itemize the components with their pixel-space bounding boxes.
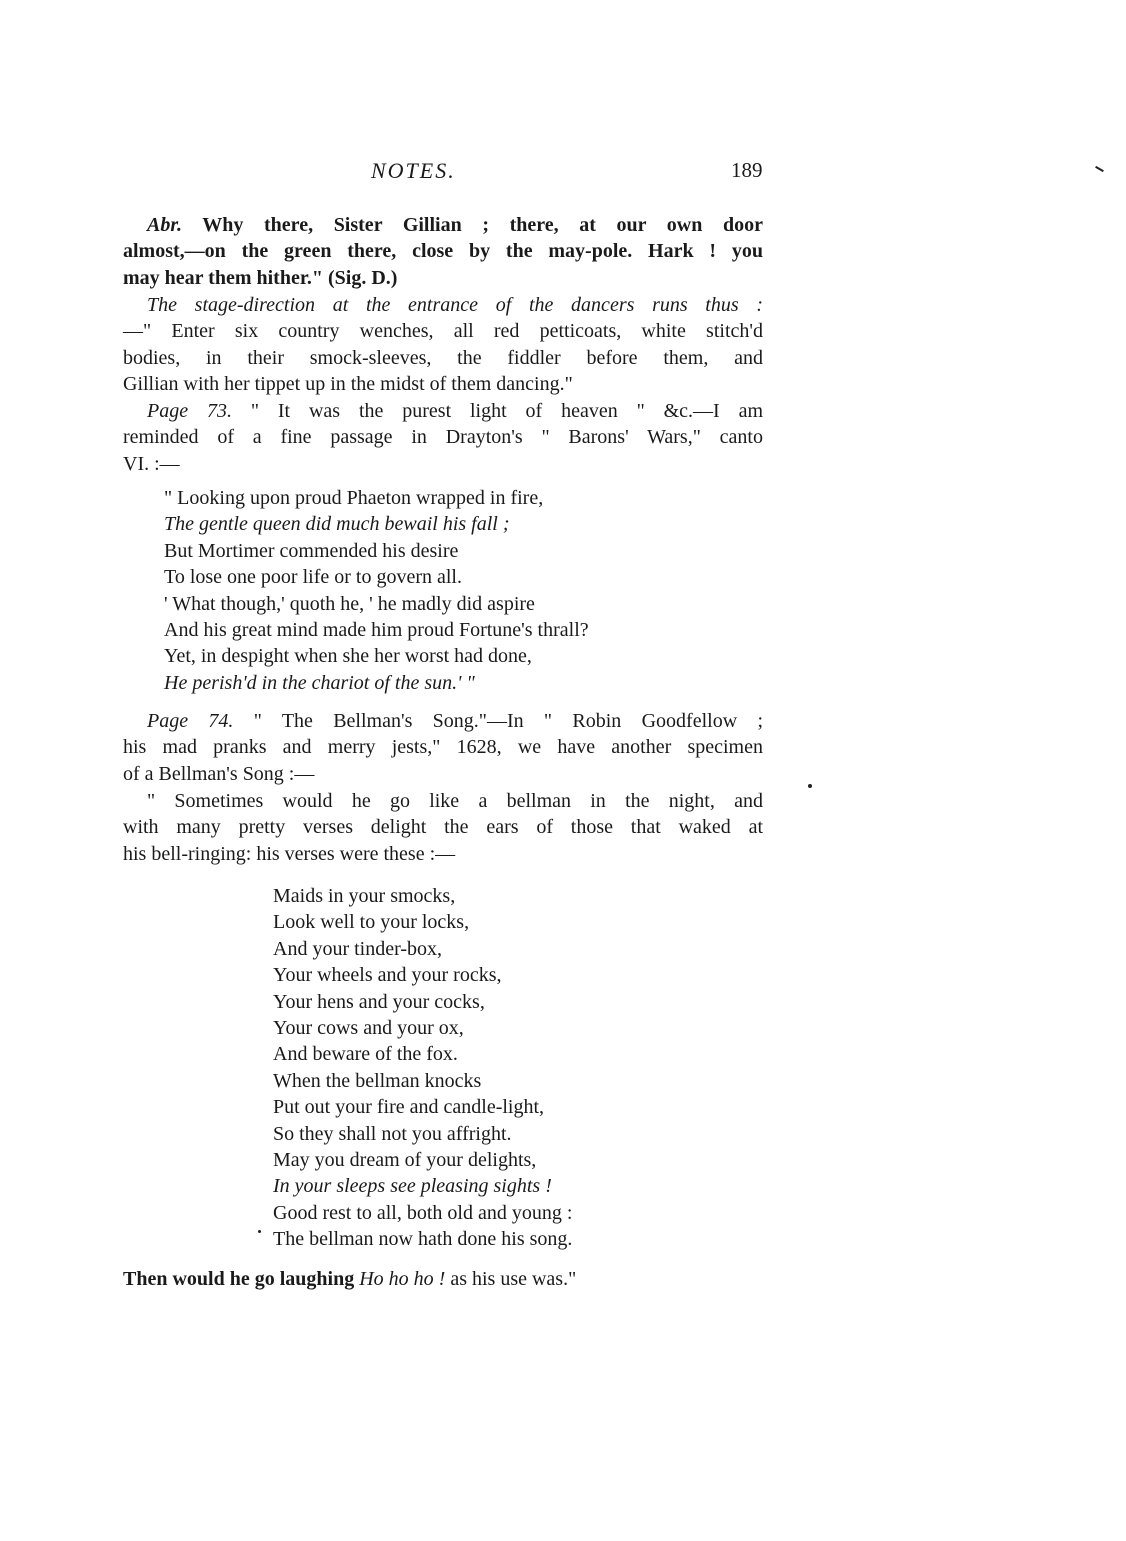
closing-line bbox=[123, 1268, 576, 1291]
verse-line: " Looking upon proud Phaeton wrapped in fire, bbox=[164, 487, 544, 509]
para1-line2: almost,—on the green there, close by the may-pole. Hark ! you bbox=[123, 240, 763, 263]
para2-line4: Gillian with her tippet up in the midst of them dancing." bbox=[123, 373, 573, 396]
para2-line1: The stage-direction at the entrance of the dancers runs thus : bbox=[147, 294, 763, 316]
song-line: And beware of the fox. bbox=[273, 1043, 458, 1066]
paragraph-sometimes bbox=[123, 788, 763, 867]
song-line: Maids in your smocks, bbox=[273, 885, 456, 907]
paragraph-page-73 bbox=[123, 398, 763, 477]
para2-line3: bodies, in their smock-sleeves, the fiddler before them, and bbox=[123, 346, 763, 369]
verse-line: He perish'd in the chariot of the sun.' " bbox=[164, 671, 475, 694]
verse-line: Yet, in despight when she her worst had done, bbox=[164, 645, 532, 668]
verse-line: ' What though,' quoth he, ' he madly did aspire bbox=[164, 592, 535, 615]
para1-line1: Why there, Sister Gillian ; there, at our own door bbox=[182, 214, 763, 236]
song-line: And your tinder-box, bbox=[273, 937, 443, 960]
drayton-verse bbox=[164, 485, 589, 696]
paragraph-abr bbox=[123, 212, 763, 291]
closing-line-italic: Ho ho ho ! bbox=[359, 1268, 446, 1290]
paragraph-stage-direction bbox=[123, 292, 763, 398]
verse-line: But Mortimer commended his desire bbox=[164, 539, 459, 562]
song-line: When the bellman knocks bbox=[273, 1069, 482, 1092]
para5-line1: " Sometimes would he go like a bellman in the night, and bbox=[147, 790, 763, 812]
song-line: Your wheels and your rocks, bbox=[273, 964, 502, 987]
verse-line: To lose one poor life or to govern all. bbox=[164, 566, 462, 589]
closing-line-end: as his use was." bbox=[445, 1268, 577, 1290]
verse-line: The gentle queen did much bewail his fall ; bbox=[164, 513, 510, 536]
page-ref-74: Page 74. bbox=[147, 710, 234, 732]
song-line: Put out your fire and candle-light, bbox=[273, 1096, 545, 1119]
bellman-song bbox=[273, 883, 572, 1253]
para1-line3: may hear them hither." (Sig. D.) bbox=[123, 266, 398, 289]
song-line: Look well to your locks, bbox=[273, 911, 470, 934]
para3-line3: VI. :— bbox=[123, 452, 180, 475]
page-ref-73: Page 73. bbox=[147, 400, 232, 422]
song-line: So they shall not you affright. bbox=[273, 1122, 512, 1145]
running-head: NOTES. bbox=[371, 158, 456, 183]
scan-speck bbox=[258, 1230, 261, 1233]
para4-line1: " The Bellman's Song."—In " Robin Goodfellow ; bbox=[233, 710, 763, 732]
scan-speck bbox=[808, 784, 812, 788]
para4-line2: his mad pranks and merry jests," 1628, we have another specimen bbox=[123, 736, 763, 759]
song-line: The bellman now hath done his song. bbox=[273, 1228, 573, 1251]
closing-line-start: Then would he go laughing bbox=[123, 1268, 360, 1290]
page-number: 189 bbox=[731, 158, 763, 182]
para3-line1: " It was the purest light of heaven " &c.—I am bbox=[231, 400, 763, 422]
para5-line2: with many pretty verses delight the ears of those that waked at bbox=[123, 816, 763, 839]
para4-line3: of a Bellman's Song :— bbox=[123, 762, 315, 785]
song-line: May you dream of your delights, bbox=[273, 1149, 537, 1172]
song-line: Good rest to all, both old and young : bbox=[273, 1201, 573, 1224]
song-line: Your cows and your ox, bbox=[273, 1017, 464, 1040]
page-header bbox=[0, 158, 1126, 188]
para5-line3: his bell-ringing: his verses were these :— bbox=[123, 842, 456, 865]
paragraph-page-74 bbox=[123, 708, 763, 787]
verse-line: And his great mind made him proud Fortune's thrall? bbox=[164, 619, 589, 642]
speaker-label: Abr. bbox=[147, 214, 183, 236]
para2-line2: —" Enter six country wenches, all red petticoats, white stitch'd bbox=[123, 320, 763, 343]
song-line: In your sleeps see pleasing sights ! bbox=[273, 1175, 552, 1198]
para3-line2: reminded of a fine passage in Drayton's " Barons' Wars," canto bbox=[123, 426, 763, 449]
song-line: Your hens and your cocks, bbox=[273, 990, 485, 1013]
